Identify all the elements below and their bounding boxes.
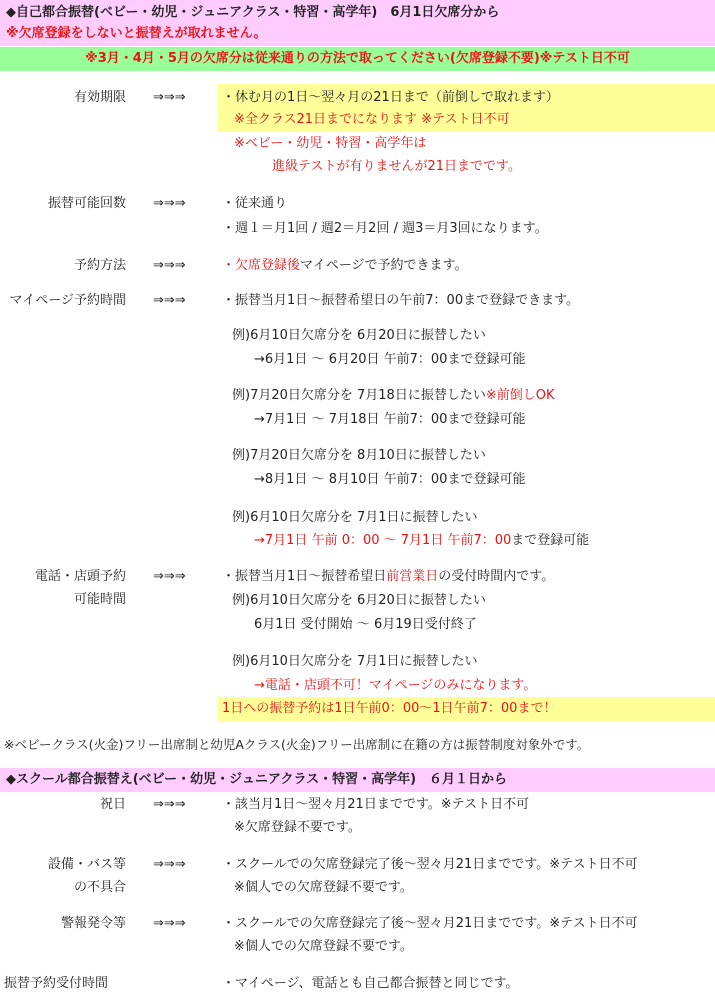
- section2-header-band: [0, 768, 715, 792]
- mypage-ex2a: 例)7月20日欠席分を 7月18日に振替したい: [232, 388, 486, 403]
- mypage-ex1a: 例)6月10日欠席分を 6月20日に振替したい: [232, 328, 486, 343]
- mypage-ex4b-rest: まで登録可能: [511, 533, 590, 548]
- method-rest-text: マイページで予約できます。: [300, 258, 468, 273]
- reception-label: 振替予約受付時間: [4, 976, 109, 991]
- validity-line4: 進級テストが有りませんが21日までです。: [272, 159, 521, 174]
- warning-issued-label: 警報発令等: [60, 916, 126, 931]
- validity-arrow: ⇒⇒⇒: [153, 90, 186, 105]
- section1-banner-band: [0, 47, 715, 71]
- phone-ex2a: 例)6月10日欠席分を 7月1日に振替したい: [232, 654, 478, 669]
- mypage-line1: ・振替当月1日～振替希望日の午前7：00まで登録できます。: [222, 293, 580, 308]
- mypage-ex4b-line: [254, 531, 589, 551]
- mypage-ex3a: 例)7月20日欠席分を 8月10日に振替したい: [232, 448, 486, 463]
- phone-arrow: ⇒⇒⇒: [153, 569, 186, 584]
- facility-label2: の不具合: [73, 880, 126, 895]
- phone-ex1a: 例)6月10日欠席分を 6月20日に振替したい: [232, 593, 486, 608]
- mypage-ex2b: →7月1日 ～ 7月18日 午前7：00まで登録可能: [254, 412, 526, 427]
- mypage-ex2a-red: ※前倒しOK: [485, 388, 555, 403]
- phone-line1-red: 前営業日: [386, 569, 439, 584]
- count-line2: ・週１＝月1回 / 週2＝月2回 / 週3＝月3回になります。: [222, 221, 548, 236]
- count-label: 振替可能回数: [47, 196, 126, 211]
- section1-banner: ※3月・4月・5月の欠席分は従来通りの方法で取ってください(欠席登録不要)※テスト日不可: [85, 51, 630, 66]
- mypage-ex4b-red: →7月1日 午前 0：00 ～ 7月1日 午前7：00: [254, 533, 512, 548]
- holiday-label: 祝日: [99, 797, 126, 812]
- mypage-ex3b: →8月1日 ～ 8月10日 午前7：00まで登録可能: [254, 472, 526, 487]
- facility-label1: 設備・バス等: [47, 857, 126, 872]
- reception-line1: ・マイページ、電話とも自己都合振替と同じです。: [222, 976, 519, 991]
- method-arrow: ⇒⇒⇒: [153, 258, 186, 273]
- mypage-arrow: ⇒⇒⇒: [153, 293, 186, 308]
- phone-label2: 可能時間: [73, 592, 126, 607]
- phone-line1: [222, 567, 554, 587]
- method-label: 予約方法: [73, 258, 126, 273]
- count-line1: ・従来通り: [222, 196, 288, 211]
- phone-line1b: の受付時間内です。: [438, 569, 555, 584]
- phone-line1a: ・振替当月1日～振替希望日: [222, 569, 387, 584]
- phone-label1: 電話・店頭予約: [34, 569, 126, 584]
- mypage-ex2a-line: [232, 386, 555, 406]
- facility-arrow: ⇒⇒⇒: [153, 857, 186, 872]
- validity-line3: ※ベビー・幼児・特習・高学年は: [234, 136, 427, 151]
- facility-line1: ・スクールでの欠席登録完了後～翌々月21日までです。※テスト日不可: [222, 857, 638, 872]
- warning-issued-line2: ※個人での欠席登録不要です。: [234, 939, 413, 954]
- mypage-ex1b: →6月1日 ～ 6月20日 午前7：00まで登録可能: [254, 352, 526, 367]
- phone-highlight-band: [218, 697, 715, 721]
- mypage-label: マイページ予約時間: [9, 293, 126, 308]
- holiday-line2: ※欠席登録不要です。: [234, 820, 361, 835]
- section1-header: ◆自己都合振替(ベビー・幼児・ジュニアクラス・特習・高学年) 6月1日欠席分から: [6, 5, 500, 20]
- facility-line2: ※個人での欠席登録不要です。: [234, 880, 413, 895]
- warning-issued-arrow: ⇒⇒⇒: [153, 916, 186, 931]
- holiday-line1: ・該当月1日～翌々月21日までです。※テスト日不可: [222, 797, 530, 812]
- method-line: [222, 256, 467, 276]
- holiday-arrow: ⇒⇒⇒: [153, 797, 186, 812]
- baby-note: ※ベビークラス(火金)フリー出席制と幼児Aクラス(火金)フリー出席制に在籍の方は振替制度対象外です。: [4, 737, 590, 752]
- section2-header: ◆スクール都合振替え(ベビー・幼児・ジュニアクラス・特習・高学年) ６月１日から: [6, 772, 508, 787]
- section1-warning: ※欠席登録をしないと振替えが取れません。: [6, 26, 267, 41]
- warning-issued-line1: ・スクールでの欠席登録完了後～翌々月21日までです。※テスト日不可: [222, 916, 638, 931]
- phone-ex1b: 6月1日 受付開始 ～ 6月19日受付終了: [254, 617, 477, 632]
- validity-label: 有効期限: [73, 90, 126, 105]
- validity-line2: ※全クラス21日までになります ※テスト日不可: [234, 112, 510, 127]
- section1-header-band: [0, 0, 715, 46]
- count-arrow: ⇒⇒⇒: [153, 196, 186, 211]
- method-red-text: ・欠席登録後: [222, 258, 301, 273]
- phone-highlight: 1日への振替予約は1日午前0：00～1日午前7：00まで！: [222, 701, 557, 716]
- phone-ex2b: →電話・店頭不可！マイページのみになります。: [254, 678, 537, 693]
- mypage-ex4a: 例)6月10日欠席分を 7月1日に振替したい: [232, 510, 478, 525]
- validity-line1: ・休む月の1日～翌々月の21日まで（前倒しで取れます）: [222, 90, 559, 105]
